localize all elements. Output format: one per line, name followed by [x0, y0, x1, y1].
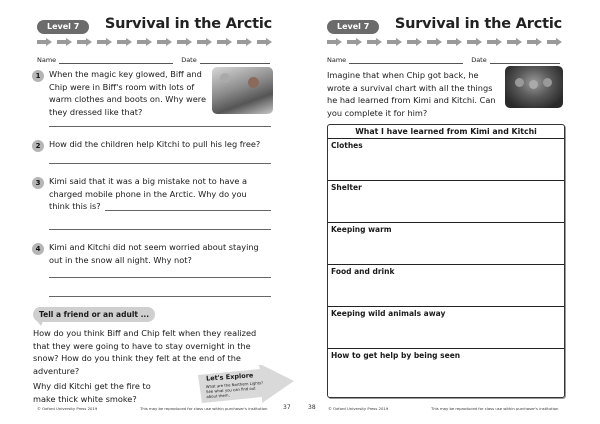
chart-row-get-help[interactable]	[328, 349, 564, 391]
arrow-icon	[97, 38, 113, 46]
answer-line-2[interactable]	[49, 163, 271, 164]
arrow-divider	[327, 38, 563, 46]
lets-explore-text: What are the Northern Lights? See what you can find out about them.	[205, 380, 264, 400]
name-input-line[interactable]	[59, 55, 173, 64]
illustration-sleeping-children	[505, 66, 563, 108]
name-field-row	[327, 52, 560, 64]
arrow-icon	[527, 38, 543, 46]
arrow-icon	[367, 38, 383, 46]
footer-copyright: © Oxford University Press 2019	[37, 406, 98, 411]
date-label: Date	[471, 56, 487, 64]
chart-row-shelter[interactable]	[328, 181, 564, 223]
arrow-icon	[487, 38, 503, 46]
arrow-icon	[37, 38, 53, 46]
arrow-icon	[507, 38, 523, 46]
arrow-icon	[257, 38, 273, 46]
page-title: Survival in the Arctic	[104, 16, 272, 32]
arrow-icon	[347, 38, 363, 46]
question-number-4: 4	[32, 243, 44, 255]
arrow-icon	[237, 38, 253, 46]
arrow-icon	[467, 38, 483, 46]
arrow-icon	[177, 38, 193, 46]
intro-text: Imagine that when Chip got back, he wrote a survival chart with all the things he had learned from Kimi and Kitchi. Can you complete it for him?	[327, 70, 496, 118]
page-title: Survival in the Arctic	[394, 16, 562, 32]
chart-row-wild-animals[interactable]	[328, 307, 564, 349]
discussion-question-2: Why did Kitchi get the fire to make thick white smoke?	[33, 381, 151, 404]
chart-row-label: Keeping warm	[331, 225, 392, 234]
arrow-icon	[157, 38, 173, 46]
chart-row-label: Clothes	[331, 141, 363, 150]
footer-notice: This may be reproduced for class use within purchaser's institution	[431, 406, 559, 411]
answer-line-3b[interactable]	[49, 229, 271, 230]
question-4-text: Kimi and Kitchi did not seem worried about staying out in the snow all night. Why not?	[49, 242, 259, 265]
question-number-2: 2	[32, 140, 44, 152]
arrow-icon	[137, 38, 153, 46]
date-input-line[interactable]	[200, 55, 270, 64]
discussion-question-1: How do you think Biff and Chip felt when they realized that they were going to have to stay overnight in the snow? How do you think they felt at the end of the adventure?	[33, 328, 257, 376]
answer-line-3a[interactable]	[105, 210, 271, 211]
survival-chart-header: What I have learned from Kimi and Kitchi	[328, 125, 564, 139]
question-3-text-end: think this is?	[49, 201, 101, 211]
chart-row-label: Shelter	[331, 183, 362, 192]
answer-line-1[interactable]	[49, 126, 271, 127]
answer-line-4a[interactable]	[49, 277, 271, 278]
arrow-icon	[117, 38, 133, 46]
lets-explore-title: Let's Explore	[205, 371, 254, 383]
question-number-1: 1	[32, 70, 44, 82]
arrow-icon	[77, 38, 93, 46]
question-number-3: 3	[32, 177, 44, 189]
name-field-row	[37, 52, 270, 64]
chart-row-label: Food and drink	[331, 267, 395, 276]
worksheet-page-38	[300, 0, 600, 424]
arrow-icon	[327, 38, 343, 46]
name-input-line[interactable]	[349, 55, 463, 64]
arrow-icon	[57, 38, 73, 46]
question-3-text: Kimi said that it was a big mistake not to have a charged mobile phone in the Arctic. Why do you	[49, 176, 248, 199]
name-label: Name	[37, 56, 57, 64]
level-badge: Level 7	[37, 20, 89, 34]
chart-row-label: Keeping wild animals away	[331, 309, 446, 318]
arrow-icon	[407, 38, 423, 46]
arrow-icon	[447, 38, 463, 46]
arrow-icon	[547, 38, 563, 46]
chart-row-food-drink[interactable]	[328, 265, 564, 307]
chart-row-label: How to get help by being seen	[331, 351, 461, 360]
footer-notice: This may be reproduced for class use within purchaser's institution	[140, 406, 268, 411]
question-1-text: When the magic key glowed, Biff and Chip were in Biff's room with lots of warm clothes and boots on. Why were they dressed like that?	[49, 69, 206, 117]
arrow-divider	[37, 38, 273, 46]
lets-explore-arrow	[198, 365, 294, 405]
tell-a-friend-bubble: Tell a friend or an adult ...	[33, 307, 155, 322]
page-number: 38	[308, 404, 316, 411]
survival-chart	[327, 124, 565, 398]
arrow-icon	[387, 38, 403, 46]
level-badge: Level 7	[327, 20, 379, 34]
question-2-text: How did the children help Kitchi to pull his leg free?	[49, 139, 261, 149]
date-input-line[interactable]	[490, 55, 560, 64]
name-label: Name	[327, 56, 347, 64]
page-number: 37	[283, 404, 291, 411]
arrow-icon	[427, 38, 443, 46]
answer-line-4b[interactable]	[49, 296, 271, 297]
footer-copyright: © Oxford University Press 2019	[328, 406, 389, 411]
arrow-icon	[217, 38, 233, 46]
date-label: Date	[181, 56, 197, 64]
chart-row-clothes[interactable]	[328, 139, 564, 181]
illustration-biff-chip	[212, 67, 273, 114]
chart-row-keeping-warm[interactable]	[328, 223, 564, 265]
arrow-icon	[197, 38, 213, 46]
